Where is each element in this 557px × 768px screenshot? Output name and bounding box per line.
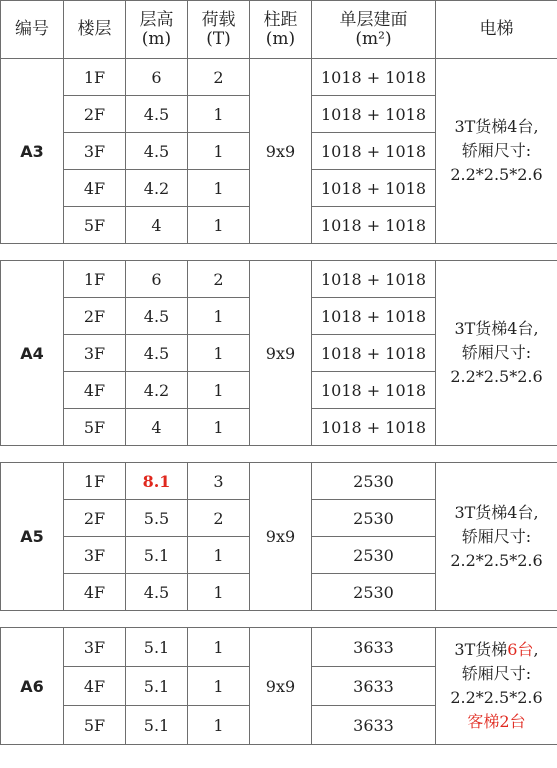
floor-cell: 4F: [64, 574, 126, 611]
area-cell: 2530: [312, 537, 436, 574]
floor-cell: 5F: [64, 706, 126, 745]
load-cell: 1: [188, 335, 250, 372]
floor-cell: 3F: [64, 335, 126, 372]
load-cell: 2: [188, 261, 250, 298]
floor-cell: 2F: [64, 96, 126, 133]
elevator-count-highlight: 6台: [507, 640, 534, 659]
area-cell: 1018 + 1018: [312, 409, 436, 446]
area-cell: 1018 + 1018: [312, 261, 436, 298]
header-row: [1, 1, 557, 59]
height-cell: 5.1: [126, 537, 188, 574]
floor-cell: 3F: [64, 133, 126, 170]
load-cell: 1: [188, 667, 250, 706]
height-cell: 5.5: [126, 500, 188, 537]
header-load: 荷载 (T): [188, 1, 250, 59]
area-cell: 1018 + 1018: [312, 96, 436, 133]
header-column: 柱距 (m): [250, 1, 312, 59]
height-cell: 4: [126, 409, 188, 446]
load-cell: 1: [188, 298, 250, 335]
area-cell: 3633: [312, 706, 436, 745]
elevator-cell: 3T货梯4台, 轿厢尺寸: 2.2*2.5*2.6: [436, 59, 557, 244]
floor-cell: 1F: [64, 463, 126, 500]
floor-cell: 1F: [64, 261, 126, 298]
load-cell: 1: [188, 574, 250, 611]
floor-cell: 2F: [64, 298, 126, 335]
area-cell: 1018 + 1018: [312, 298, 436, 335]
floor-cell: 3F: [64, 628, 126, 667]
load-cell: 2: [188, 500, 250, 537]
column-spacing-cell: 9x9: [250, 628, 312, 745]
column-spacing-cell: 9x9: [250, 59, 312, 244]
height-cell: 4.5: [126, 298, 188, 335]
area-cell: 1018 + 1018: [312, 207, 436, 244]
height-cell: 6: [126, 261, 188, 298]
area-cell: 1018 + 1018: [312, 372, 436, 409]
floor-cell: 4F: [64, 372, 126, 409]
load-cell: 1: [188, 207, 250, 244]
column-spacing-cell: 9x9: [250, 261, 312, 446]
height-cell: 5.1: [126, 628, 188, 667]
load-cell: 1: [188, 706, 250, 745]
load-cell: 1: [188, 537, 250, 574]
floor-cell: 5F: [64, 409, 126, 446]
elevator-cell: 3T货梯4台, 轿厢尺寸: 2.2*2.5*2.6: [436, 463, 557, 611]
area-cell: 2530: [312, 463, 436, 500]
load-cell: 1: [188, 170, 250, 207]
load-cell: 1: [188, 628, 250, 667]
area-cell: 2530: [312, 500, 436, 537]
area-cell: 3633: [312, 628, 436, 667]
load-cell: 1: [188, 96, 250, 133]
elevator-cell: 3T货梯6台, 轿厢尺寸: 2.2*2.5*2.6 客梯2台: [436, 628, 557, 745]
height-cell: 4.2: [126, 170, 188, 207]
header-code: 编号: [1, 1, 64, 59]
height-cell: 5.1: [126, 667, 188, 706]
load-cell: 2: [188, 59, 250, 96]
area-cell: 1018 + 1018: [312, 59, 436, 96]
load-cell: 1: [188, 133, 250, 170]
area-cell: 3633: [312, 667, 436, 706]
load-cell: 1: [188, 409, 250, 446]
height-cell: 4.5: [126, 335, 188, 372]
height-cell: 5.1: [126, 706, 188, 745]
table-row: [1, 628, 557, 667]
load-cell: 1: [188, 372, 250, 409]
table-row: [1, 59, 557, 96]
area-cell: 2530: [312, 574, 436, 611]
area-cell: 1018 + 1018: [312, 170, 436, 207]
floor-cell: 1F: [64, 59, 126, 96]
height-cell: 6: [126, 59, 188, 96]
table-row: [1, 463, 557, 500]
load-cell: 3: [188, 463, 250, 500]
height-cell: 4.5: [126, 133, 188, 170]
section-divider: [1, 611, 557, 628]
section-divider: [1, 244, 557, 261]
floor-cell: 2F: [64, 500, 126, 537]
height-cell-highlight: 8.1: [126, 463, 188, 500]
area-cell: 1018 + 1018: [312, 133, 436, 170]
elevator-cell: 3T货梯4台, 轿厢尺寸: 2.2*2.5*2.6: [436, 261, 557, 446]
height-cell: 4.2: [126, 372, 188, 409]
height-cell: 4: [126, 207, 188, 244]
table-row: [1, 261, 557, 298]
height-cell: 4.5: [126, 96, 188, 133]
header-height: 层高 (m): [126, 1, 188, 59]
block-code: A6: [1, 628, 64, 745]
block-code: A5: [1, 463, 64, 611]
header-floor: 楼层: [64, 1, 126, 59]
column-spacing-cell: 9x9: [250, 463, 312, 611]
header-elevator: 电梯: [436, 1, 557, 59]
header-area: 单层建面 (m²): [312, 1, 436, 59]
floor-cell: 4F: [64, 667, 126, 706]
floor-cell: 4F: [64, 170, 126, 207]
section-divider: [1, 446, 557, 463]
area-cell: 1018 + 1018: [312, 335, 436, 372]
floor-cell: 5F: [64, 207, 126, 244]
block-code: A4: [1, 261, 64, 446]
passenger-elevator-note: 客梯2台: [467, 712, 526, 731]
floor-cell: 3F: [64, 537, 126, 574]
height-cell: 4.5: [126, 574, 188, 611]
block-code: A3: [1, 59, 64, 244]
